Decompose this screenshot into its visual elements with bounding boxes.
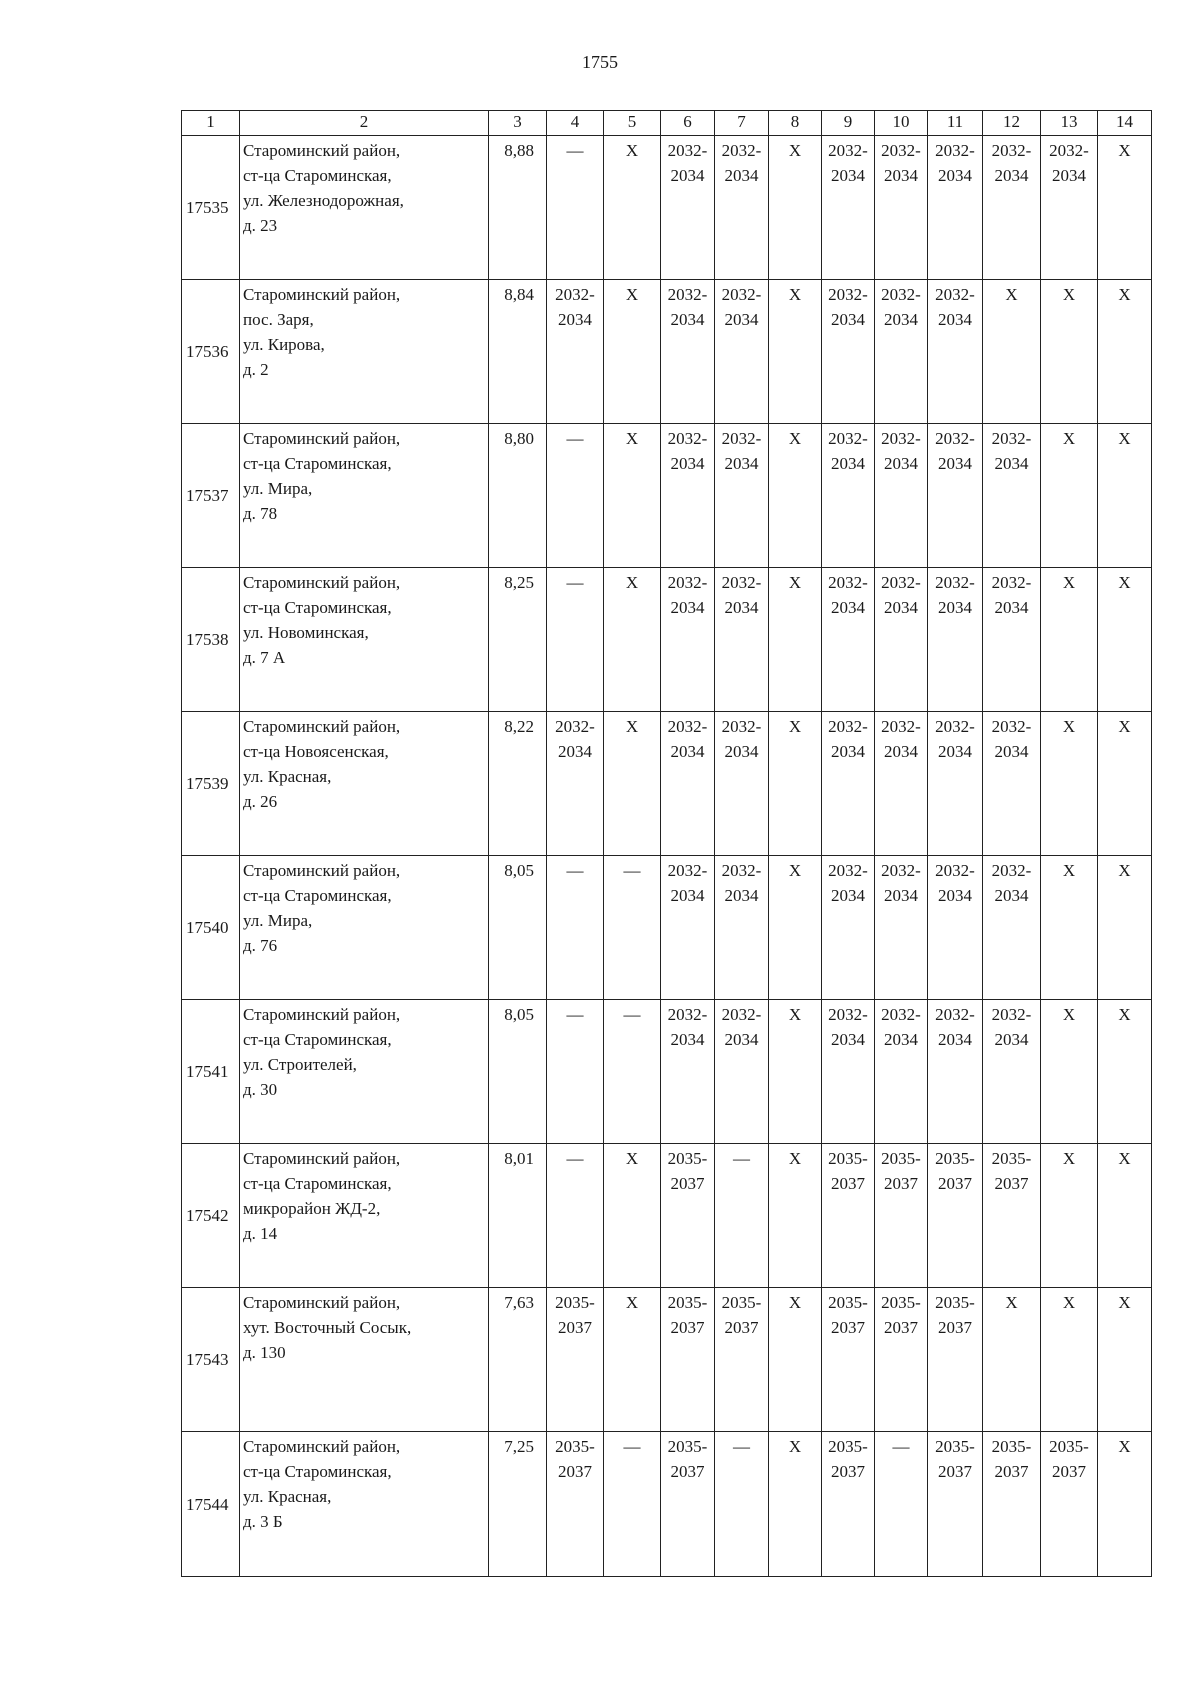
schedule-cell: — bbox=[875, 1432, 928, 1577]
schedule-cell: 2032- 2034 bbox=[822, 280, 875, 424]
table-header bbox=[182, 111, 1152, 136]
address-cell bbox=[240, 568, 489, 712]
schedule-cell: — bbox=[547, 424, 604, 568]
area-value: 8,05 bbox=[489, 1000, 547, 1144]
address-line: Староминский район, bbox=[243, 717, 401, 736]
schedule-cell: 2032- 2034 bbox=[875, 856, 928, 1000]
column-number-header: 10 bbox=[875, 111, 928, 136]
schedule-cell: 2032- 2034 bbox=[875, 424, 928, 568]
address-line: Староминский район, bbox=[243, 141, 401, 160]
schedule-cell: 2032- 2034 bbox=[661, 856, 715, 1000]
schedule-cell: Х bbox=[1041, 712, 1098, 856]
schedule-cell: 2035- 2037 bbox=[661, 1288, 715, 1432]
address-line: ул. Новоминская, bbox=[243, 623, 369, 642]
address-line: д. 7 А bbox=[243, 648, 286, 667]
address-line: Староминский район, bbox=[243, 573, 401, 592]
schedule-cell: 2032- 2034 bbox=[1041, 136, 1098, 280]
schedule-cell: Х bbox=[604, 136, 661, 280]
schedule-cell: 2032- 2034 bbox=[661, 424, 715, 568]
schedule-cell: 2032- 2034 bbox=[715, 424, 769, 568]
schedule-cell: Х bbox=[983, 1288, 1041, 1432]
schedule-cell: 2032- 2034 bbox=[715, 136, 769, 280]
address-line: ст-ца Староминская, bbox=[243, 1462, 392, 1481]
schedule-cell: — bbox=[547, 856, 604, 1000]
address-line: Староминский район, bbox=[243, 1005, 401, 1024]
schedule-cell: 2035- 2037 bbox=[547, 1288, 604, 1432]
schedule-cell: 2032- 2034 bbox=[983, 568, 1041, 712]
schedule-cell: Х bbox=[769, 424, 822, 568]
schedule-cell: Х bbox=[1041, 280, 1098, 424]
address-line: ст-ца Новоясенская, bbox=[243, 742, 389, 761]
area-value: 8,80 bbox=[489, 424, 547, 568]
schedule-cell: — bbox=[547, 1144, 604, 1288]
schedule-cell: Х bbox=[1098, 856, 1152, 1000]
address-line: ст-ца Староминская, bbox=[243, 598, 392, 617]
schedule-cell: 2032- 2034 bbox=[875, 280, 928, 424]
address-cell bbox=[240, 1432, 489, 1577]
schedule-cell: — bbox=[604, 856, 661, 1000]
address-line: ст-ца Староминская, bbox=[243, 166, 392, 185]
address-cell bbox=[240, 712, 489, 856]
schedule-cell: — bbox=[715, 1432, 769, 1577]
address-cell bbox=[240, 1288, 489, 1432]
area-value: 7,63 bbox=[489, 1288, 547, 1432]
address-line: ул. Красная, bbox=[243, 767, 332, 786]
column-number-header: 5 bbox=[604, 111, 661, 136]
area-value: 8,25 bbox=[489, 568, 547, 712]
address-cell bbox=[240, 280, 489, 424]
record-number: 17542 bbox=[182, 1144, 240, 1288]
table-row bbox=[182, 1144, 1152, 1288]
address-line: ул. Красная, bbox=[243, 1487, 332, 1506]
address-line: ул. Строителей, bbox=[243, 1055, 357, 1074]
address-line: д. 30 bbox=[243, 1080, 278, 1099]
schedule-cell: 2032- 2034 bbox=[928, 424, 983, 568]
schedule-cell: Х bbox=[1098, 712, 1152, 856]
record-number: 17535 bbox=[182, 136, 240, 280]
schedule-cell: — bbox=[547, 568, 604, 712]
address-cell bbox=[240, 1144, 489, 1288]
table-row bbox=[182, 280, 1152, 424]
column-number-header: 11 bbox=[928, 111, 983, 136]
column-number-header: 13 bbox=[1041, 111, 1098, 136]
address-line: ст-ца Староминская, bbox=[243, 886, 392, 905]
schedule-cell: Х bbox=[604, 1288, 661, 1432]
schedule-cell: 2032- 2034 bbox=[928, 280, 983, 424]
address-line: микрорайон ЖД-2, bbox=[243, 1199, 381, 1218]
schedule-cell: 2035- 2037 bbox=[983, 1432, 1041, 1577]
area-value: 8,84 bbox=[489, 280, 547, 424]
address-line: д. 14 bbox=[243, 1224, 278, 1243]
address-line: д. 2 bbox=[243, 360, 269, 379]
schedule-cell: 2032- 2034 bbox=[661, 280, 715, 424]
schedule-cell: Х bbox=[1041, 1144, 1098, 1288]
schedule-cell: 2032- 2034 bbox=[661, 136, 715, 280]
column-number-header: 12 bbox=[983, 111, 1041, 136]
table-row bbox=[182, 712, 1152, 856]
schedule-cell: Х bbox=[769, 1432, 822, 1577]
area-value: 8,88 bbox=[489, 136, 547, 280]
table-row bbox=[182, 1288, 1152, 1432]
address-line: д. 23 bbox=[243, 216, 278, 235]
schedule-cell: 2032- 2034 bbox=[822, 568, 875, 712]
record-number: 17537 bbox=[182, 424, 240, 568]
schedule-cell: — bbox=[547, 136, 604, 280]
record-number: 17540 bbox=[182, 856, 240, 1000]
schedule-cell: 2035- 2037 bbox=[928, 1288, 983, 1432]
schedule-cell: Х bbox=[983, 280, 1041, 424]
area-value: 7,25 bbox=[489, 1432, 547, 1577]
schedule-cell: 2032- 2034 bbox=[822, 424, 875, 568]
schedule-cell: Х bbox=[604, 1144, 661, 1288]
schedule-cell: Х bbox=[1098, 280, 1152, 424]
address-line: ул. Железнодорожная, bbox=[243, 191, 404, 210]
schedule-cell: Х bbox=[1098, 1432, 1152, 1577]
column-number-header: 4 bbox=[547, 111, 604, 136]
schedule-cell: 2035- 2037 bbox=[875, 1144, 928, 1288]
schedule-cell: 2032- 2034 bbox=[822, 856, 875, 1000]
area-value: 8,01 bbox=[489, 1144, 547, 1288]
schedule-cell: 2035- 2037 bbox=[822, 1288, 875, 1432]
address-line: ул. Мира, bbox=[243, 479, 313, 498]
schedule-cell: Х bbox=[769, 568, 822, 712]
schedule-cell: Х bbox=[769, 136, 822, 280]
schedule-cell: 2032- 2034 bbox=[875, 1000, 928, 1144]
record-number: 17541 bbox=[182, 1000, 240, 1144]
schedule-cell: Х bbox=[1041, 856, 1098, 1000]
table-row bbox=[182, 1000, 1152, 1144]
schedule-cell: Х bbox=[1041, 568, 1098, 712]
address-cell bbox=[240, 1000, 489, 1144]
address-line: хут. Восточный Сосык, bbox=[243, 1318, 412, 1337]
schedule-cell: — bbox=[604, 1000, 661, 1144]
table-row bbox=[182, 856, 1152, 1000]
schedule-cell: 2035- 2037 bbox=[1041, 1432, 1098, 1577]
schedule-cell: 2035- 2037 bbox=[928, 1432, 983, 1577]
schedule-cell: 2032- 2034 bbox=[547, 280, 604, 424]
column-number-header: 7 bbox=[715, 111, 769, 136]
schedule-cell: Х bbox=[604, 424, 661, 568]
table-row bbox=[182, 136, 1152, 280]
schedule-cell: 2035- 2037 bbox=[661, 1432, 715, 1577]
record-number: 17538 bbox=[182, 568, 240, 712]
address-line: Староминский район, bbox=[243, 1149, 401, 1168]
register-table bbox=[181, 110, 1152, 1577]
schedule-cell: Х bbox=[769, 1144, 822, 1288]
schedule-cell: Х bbox=[604, 280, 661, 424]
address-line: ст-ца Староминская, bbox=[243, 1030, 392, 1049]
schedule-cell: Х bbox=[769, 1000, 822, 1144]
schedule-cell: 2032- 2034 bbox=[983, 424, 1041, 568]
schedule-cell: Х bbox=[769, 1288, 822, 1432]
schedule-cell: — bbox=[547, 1000, 604, 1144]
schedule-cell: Х bbox=[1098, 1144, 1152, 1288]
schedule-cell: 2035- 2037 bbox=[983, 1144, 1041, 1288]
schedule-cell: 2032- 2034 bbox=[822, 712, 875, 856]
schedule-cell: 2032- 2034 bbox=[822, 1000, 875, 1144]
schedule-cell: 2032- 2034 bbox=[875, 568, 928, 712]
schedule-cell: 2032- 2034 bbox=[661, 568, 715, 712]
schedule-cell: Х bbox=[1098, 424, 1152, 568]
schedule-cell: Х bbox=[604, 712, 661, 856]
schedule-cell: 2032- 2034 bbox=[928, 712, 983, 856]
address-line: д. 76 bbox=[243, 936, 278, 955]
address-line: ст-ца Староминская, bbox=[243, 1174, 392, 1193]
column-number-header: 8 bbox=[769, 111, 822, 136]
column-number-header: 3 bbox=[489, 111, 547, 136]
column-number-row bbox=[182, 111, 1152, 136]
schedule-cell: Х bbox=[1098, 1000, 1152, 1144]
schedule-cell: 2032- 2034 bbox=[928, 1000, 983, 1144]
schedule-cell: 2032- 2034 bbox=[928, 856, 983, 1000]
address-line: ст-ца Староминская, bbox=[243, 454, 392, 473]
schedule-cell: 2035- 2037 bbox=[715, 1288, 769, 1432]
address-line: Староминский район, bbox=[243, 285, 401, 304]
table-row bbox=[182, 424, 1152, 568]
schedule-cell: Х bbox=[1041, 1000, 1098, 1144]
address-line: ул. Мира, bbox=[243, 911, 313, 930]
area-value: 8,05 bbox=[489, 856, 547, 1000]
schedule-cell: 2032- 2034 bbox=[822, 136, 875, 280]
schedule-cell: 2032- 2034 bbox=[875, 712, 928, 856]
address-line: д. 130 bbox=[243, 1343, 286, 1362]
column-number-header: 2 bbox=[240, 111, 489, 136]
column-number-header: 9 bbox=[822, 111, 875, 136]
record-number: 17539 bbox=[182, 712, 240, 856]
address-cell bbox=[240, 856, 489, 1000]
schedule-cell: 2032- 2034 bbox=[983, 712, 1041, 856]
column-number-header: 6 bbox=[661, 111, 715, 136]
schedule-cell: 2032- 2034 bbox=[715, 280, 769, 424]
record-number: 17544 bbox=[182, 1432, 240, 1577]
schedule-cell: 2032- 2034 bbox=[661, 712, 715, 856]
page-number: 1755 bbox=[582, 52, 618, 72]
address-line: Староминский район, bbox=[243, 861, 401, 880]
area-value: 8,22 bbox=[489, 712, 547, 856]
schedule-cell: Х bbox=[1041, 1288, 1098, 1432]
record-number: 17543 bbox=[182, 1288, 240, 1432]
schedule-cell: 2035- 2037 bbox=[822, 1144, 875, 1288]
column-number-header: 1 bbox=[182, 111, 240, 136]
address-line: д. 3 Б bbox=[243, 1512, 283, 1531]
schedule-cell: Х bbox=[769, 712, 822, 856]
schedule-cell: 2032- 2034 bbox=[928, 568, 983, 712]
schedule-cell: 2032- 2034 bbox=[928, 136, 983, 280]
address-line: Староминский район, bbox=[243, 1293, 401, 1312]
schedule-cell: Х bbox=[1098, 568, 1152, 712]
schedule-cell: 2032- 2034 bbox=[983, 1000, 1041, 1144]
schedule-cell: 2035- 2037 bbox=[661, 1144, 715, 1288]
address-line: д. 26 bbox=[243, 792, 278, 811]
table-body bbox=[182, 136, 1152, 1577]
schedule-cell: 2032- 2034 bbox=[983, 856, 1041, 1000]
schedule-cell: 2035- 2037 bbox=[928, 1144, 983, 1288]
schedule-cell: 2032- 2034 bbox=[875, 136, 928, 280]
schedule-cell: 2035- 2037 bbox=[547, 1432, 604, 1577]
schedule-cell: — bbox=[715, 1144, 769, 1288]
address-line: д. 78 bbox=[243, 504, 278, 523]
schedule-cell: Х bbox=[1098, 1288, 1152, 1432]
schedule-cell: Х bbox=[1041, 424, 1098, 568]
schedule-cell: 2035- 2037 bbox=[822, 1432, 875, 1577]
address-line: пос. Заря, bbox=[243, 310, 314, 329]
schedule-cell: 2035- 2037 bbox=[875, 1288, 928, 1432]
table-row bbox=[182, 568, 1152, 712]
address-cell bbox=[240, 424, 489, 568]
address-line: Староминский район, bbox=[243, 1437, 401, 1456]
schedule-cell: — bbox=[604, 1432, 661, 1577]
schedule-cell: 2032- 2034 bbox=[715, 1000, 769, 1144]
schedule-cell: Х bbox=[1098, 136, 1152, 280]
record-number: 17536 bbox=[182, 280, 240, 424]
schedule-cell: 2032- 2034 bbox=[661, 1000, 715, 1144]
address-cell bbox=[240, 136, 489, 280]
address-line: Староминский район, bbox=[243, 429, 401, 448]
schedule-cell: Х bbox=[769, 856, 822, 1000]
table-row bbox=[182, 1432, 1152, 1577]
schedule-cell: Х bbox=[769, 280, 822, 424]
schedule-cell: Х bbox=[604, 568, 661, 712]
schedule-cell: 2032- 2034 bbox=[983, 136, 1041, 280]
schedule-cell: 2032- 2034 bbox=[547, 712, 604, 856]
schedule-cell: 2032- 2034 bbox=[715, 856, 769, 1000]
schedule-cell: 2032- 2034 bbox=[715, 712, 769, 856]
address-line: ул. Кирова, bbox=[243, 335, 325, 354]
column-number-header: 14 bbox=[1098, 111, 1152, 136]
schedule-cell: 2032- 2034 bbox=[715, 568, 769, 712]
